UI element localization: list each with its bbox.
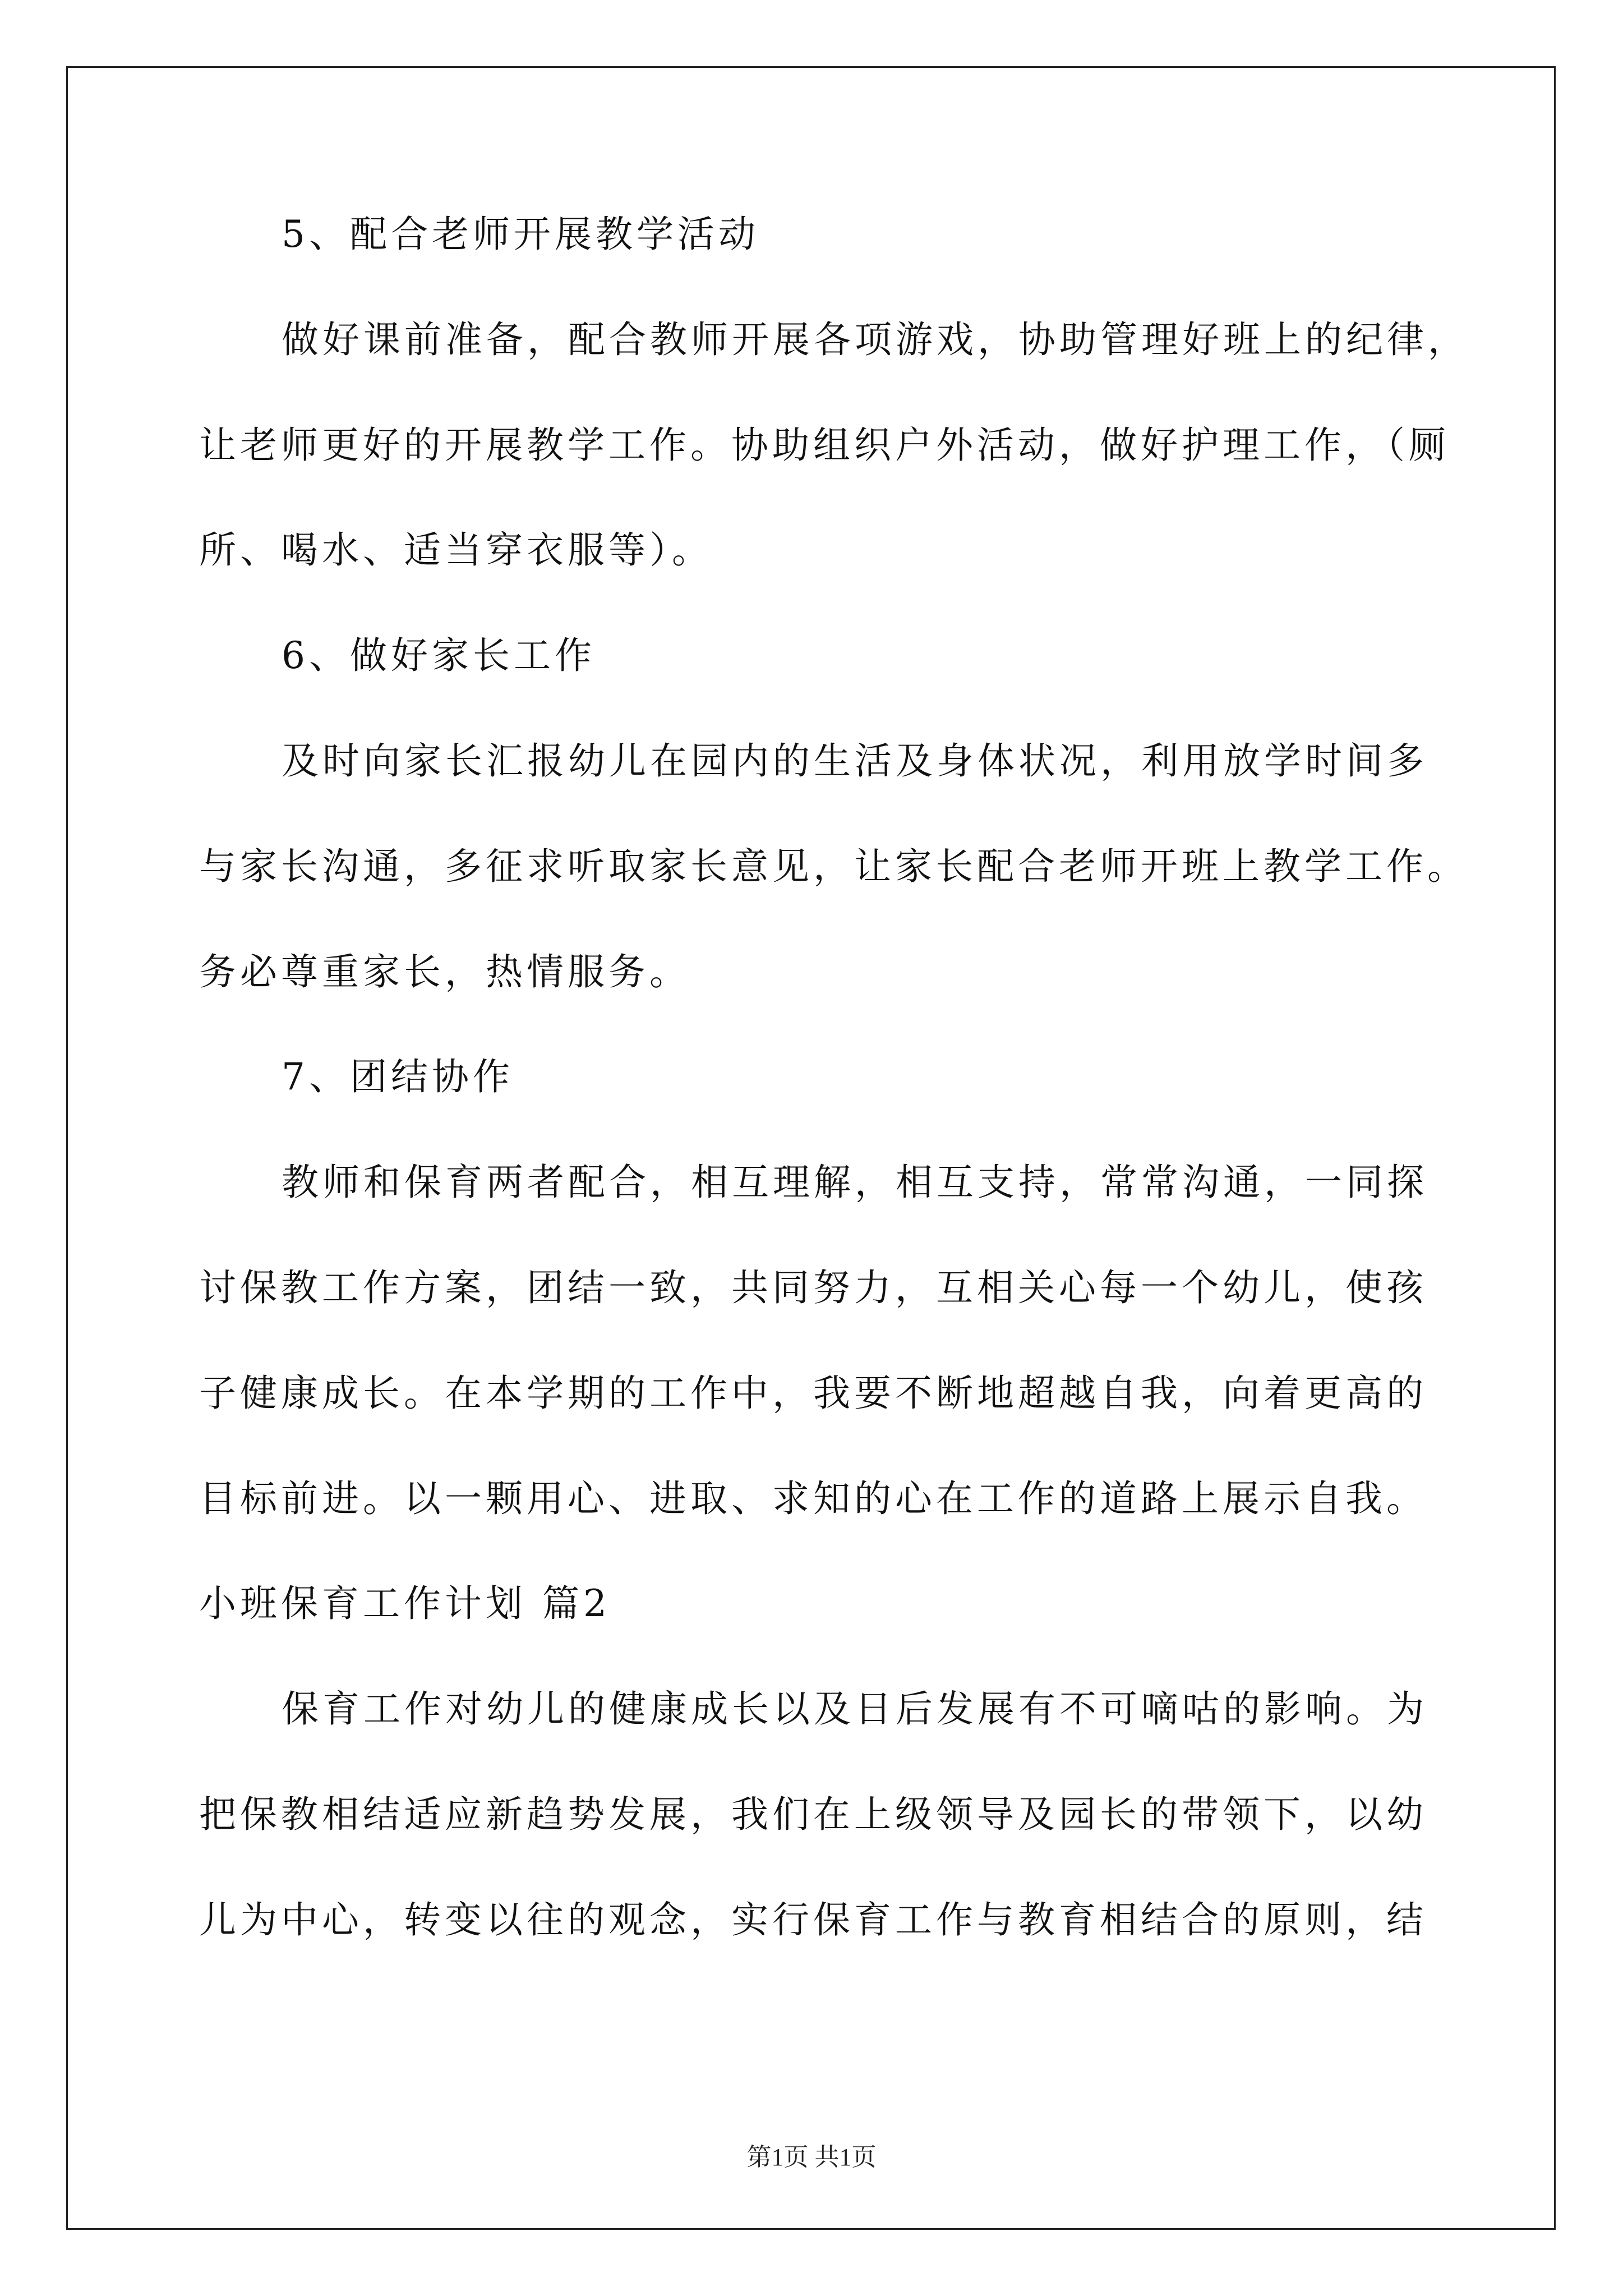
paragraph-line: 把保教相结适应新趋势发展，我们在上级领导及园长的带领下，以幼	[199, 1793, 1427, 1836]
page-footer: 第1页 共1页	[746, 2143, 877, 2171]
section-heading: 5、配合老师开展教学活动	[282, 213, 759, 256]
paragraph-line: 所、喝水、适当穿衣服等）。	[199, 528, 713, 572]
section-heading: 7、团结协作	[282, 1055, 514, 1098]
paragraph-line: 目标前进。以一颗用心、进取、求知的心在工作的道路上展示自我。	[199, 1477, 1427, 1520]
paragraph-line: 让老师更好的开展教学工作。协助组织户外活动，做好护理工作，（厕	[199, 424, 1450, 467]
paragraph-line: 及时向家长汇报幼儿在园内的生活及身体状况，利用放学时间多	[282, 739, 1428, 783]
paragraph-line: 做好课前准备，配合教师开展各项游戏，协助管理好班上的纪律，	[282, 318, 1469, 361]
paragraph-line: 子健康成长。在本学期的工作中，我要不断地超越自我，向着更高的	[199, 1372, 1427, 1415]
paragraph-line: 讨保教工作方案，团结一致，共同努力，互相关心每一个幼儿，使孩	[199, 1266, 1427, 1309]
paragraph-line: 与家长沟通，多征求听取家长意见，让家长配合老师开班上教学工作。	[199, 845, 1468, 888]
paragraph-line: 保育工作对幼儿的健康成长以及日后发展有不可嘀咕的影响。为	[282, 1687, 1428, 1731]
paragraph-line: 教师和保育两者配合，相互理解，相互支持，常常沟通，一同探	[282, 1161, 1428, 1204]
paragraph-line: 儿为中心，转变以往的观念，实行保育工作与教育相结合的原则，结	[199, 1898, 1427, 1941]
section-heading: 6、做好家长工作	[282, 634, 596, 677]
article-title: 小班保育工作计划 篇2	[199, 1582, 611, 1625]
paragraph-line: 务必尊重家长，热情服务。	[199, 950, 690, 993]
